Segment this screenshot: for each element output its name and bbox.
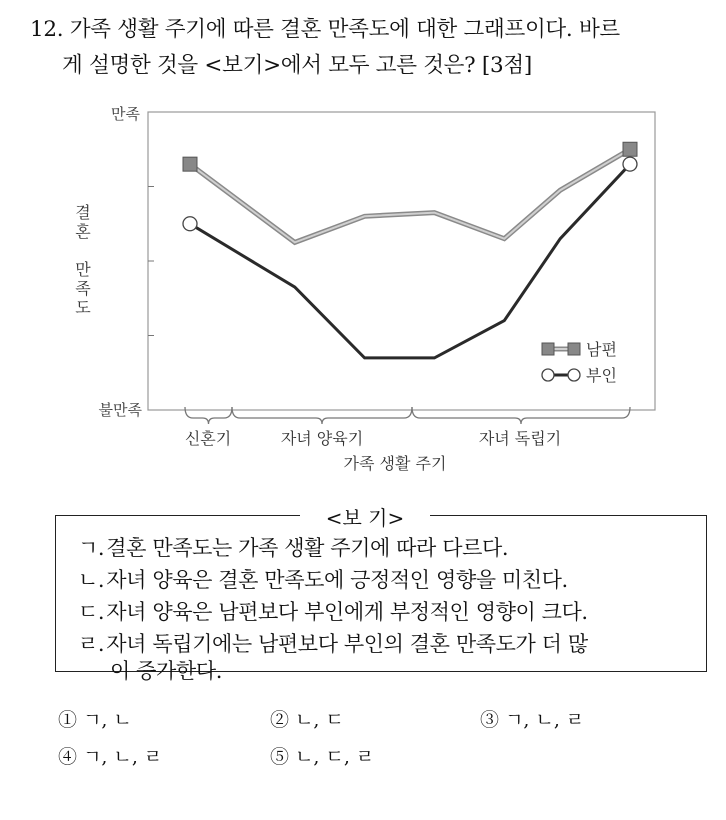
option-1[interactable] (58, 705, 132, 732)
bogi-item-text: 결혼 만족도는 가족 생활 주기에 따라 다르다. (106, 536, 509, 560)
y-axis-label-char: 결 (75, 203, 91, 222)
option-text: ㄱ, ㄴ (83, 709, 132, 731)
bogi-item-mark: ㄱ. (78, 536, 105, 560)
legend-husband-square (542, 343, 554, 355)
option-text: ㄱ, ㄴ, ㄹ (83, 746, 163, 768)
bogi-item-mark: ㄴ. (78, 568, 105, 592)
option-text: ㄱ, ㄴ, ㄹ (505, 709, 585, 731)
option-number: ③ (480, 709, 500, 731)
legend-husband-square (568, 343, 580, 355)
legend-wife-label: 부인 (586, 366, 617, 385)
bogi-item-text: 자녀 양육은 결혼 만족도에 긍정적인 영향을 미친다. (106, 568, 568, 592)
x-axis-label: 가족 생활 주기 (343, 454, 447, 473)
option-3[interactable] (480, 705, 584, 732)
husband-marker (623, 142, 637, 156)
y-top-label: 만족 (111, 105, 140, 123)
bogi-item-text: 자녀 양육은 남편보다 부인에게 부정적인 영향이 크다. (106, 600, 588, 624)
bogi-item-1 (78, 532, 508, 562)
option-number: ① (58, 709, 78, 731)
bogi-item-text: 자녀 독립기에는 남편보다 부인의 결혼 만족도가 더 많 (106, 632, 588, 656)
stage-label: 신혼기 (184, 429, 232, 448)
bogi-item-mark: ㄷ. (78, 600, 105, 624)
option-number: ⑤ (270, 746, 290, 768)
y-axis-label-char: 만 (75, 260, 91, 279)
plot-frame (148, 112, 655, 410)
option-4[interactable] (58, 742, 162, 769)
question-line-2: 게 설명한 것을 <보기>에서 모두 고른 것은? [3점] (62, 53, 532, 78)
husband-marker (183, 157, 197, 171)
bogi-title: <보 기> (300, 502, 430, 531)
wife-marker (623, 157, 637, 171)
bogi-item-4 (78, 628, 588, 658)
bogi-item-4-continuation: 이 증가한다. (110, 659, 222, 683)
bogi-item-2 (78, 564, 568, 594)
stage-label: 자녀 독립기 (478, 429, 562, 448)
y-axis-label-char: 족 (75, 279, 91, 298)
option-text: ㄴ, ㄷ, ㄹ (295, 746, 375, 768)
option-5[interactable] (270, 742, 374, 769)
option-number: ② (270, 709, 290, 731)
y-bottom-label: 불만족 (98, 401, 142, 419)
stage-label: 자녀 양육기 (280, 429, 364, 448)
y-axis-label-char: 혼 (75, 222, 91, 241)
legend-wife-circle (542, 369, 554, 381)
option-number: ④ (58, 746, 78, 768)
option-text: ㄴ, ㄷ (295, 709, 344, 731)
bogi-item-3 (78, 596, 588, 626)
legend-wife-circle (568, 369, 580, 381)
bogi-item-mark: ㄹ. (78, 632, 105, 656)
wife-marker (183, 217, 197, 231)
question-line-1: 12. 가족 생활 주기에 따른 결혼 만족도에 대한 그래프이다. 바르 (30, 17, 620, 42)
y-axis-label-char: 도 (75, 298, 91, 317)
option-2[interactable] (270, 705, 344, 732)
legend-husband-label: 남편 (586, 340, 617, 359)
